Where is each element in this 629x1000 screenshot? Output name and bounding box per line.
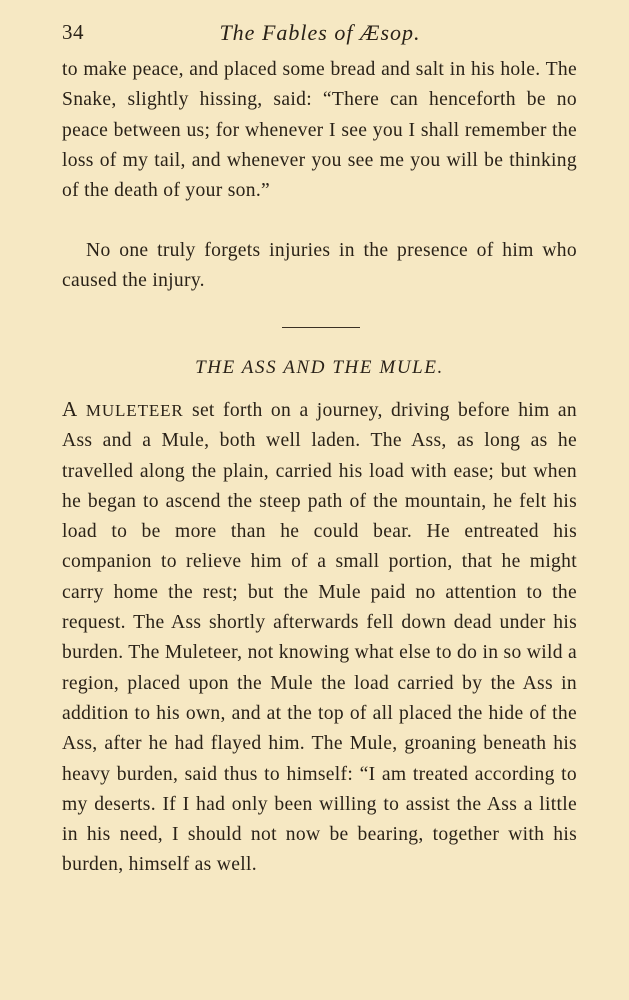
continuation-paragraph: to make peace, and placed some bread and salt in his hole. The Snake, slightly hissing, said: “There can henceforth be no peace between us; for whenever I see you I shall remember the loss of my tail, and whenever you see me you will be thinking of the death of your son.” xyxy=(62,59,577,202)
fable-small-caps-word: MULETEER xyxy=(85,401,184,420)
fable-body-text: set forth on a journey, driving before him an Ass and a Mule, both well laden. The Ass, as long as he travelled along the plain, carried his load with ease; but when he began to ascend the steep path of the mountain, he felt his load to be more than he could bear. He entreated his companion to relieve him of a small portion, that he might carry home the rest; but the Mule paid no attention to the request. The Ass shortly afterwards fell down dead under his burden. The Muleteer, not knowing what else to do in so wild a region, placed upon the Mule the load carried by the Ass in addition to his own, and at the top of all placed the hide of the Ass, after he had flayed him. The Mule, groaning beneath his heavy burden, said thus to himself: “I am treated according to my deserts. If I had only been willing to assist the Ass a little in his need, I should not now be bearing, together with his burden, himself as well. xyxy=(62,400,578,876)
fable-title: THE ASS AND THE MULE. xyxy=(195,357,444,378)
fable-body xyxy=(62,394,577,881)
previous-fable-moral xyxy=(62,236,577,297)
fable-paragraph xyxy=(62,394,577,881)
running-head-title: The Fables of Æsop. xyxy=(219,20,421,45)
fable-initial-letter: A xyxy=(62,397,78,421)
page-number: 34 xyxy=(62,20,84,44)
section-divider-rule xyxy=(282,327,360,328)
moral-paragraph: No one truly forgets injuries in the presence of him who caused the injury. xyxy=(62,240,577,292)
previous-fable-continuation xyxy=(62,55,577,206)
